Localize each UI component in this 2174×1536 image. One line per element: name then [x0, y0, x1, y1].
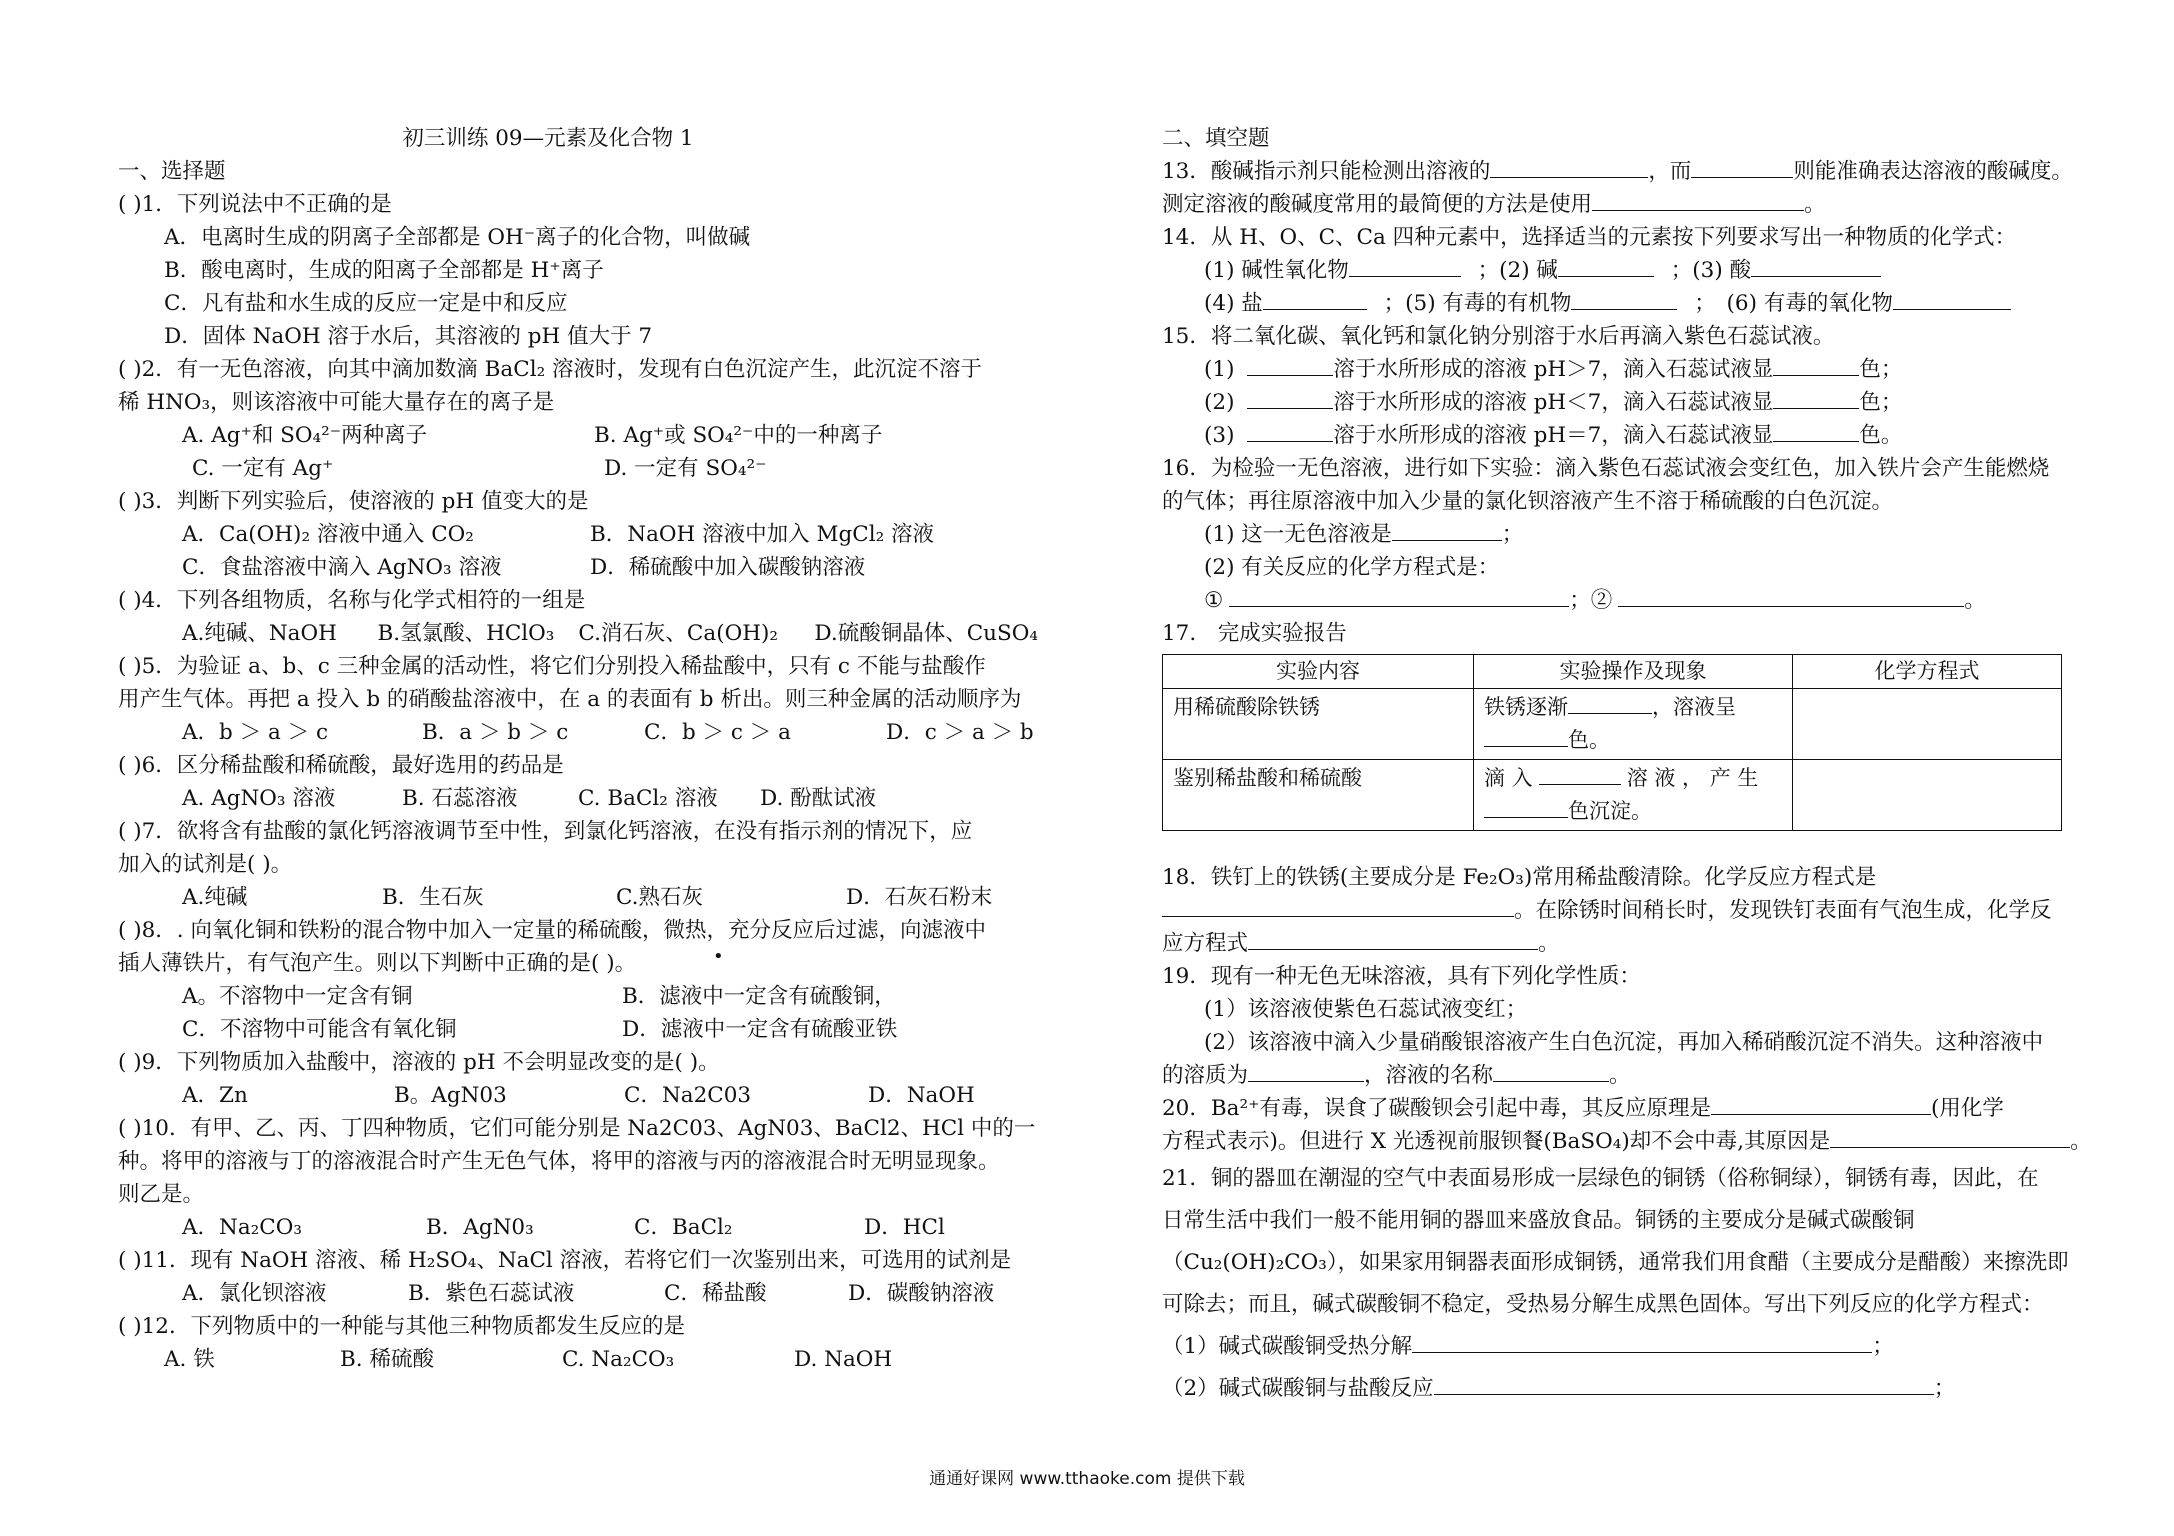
q15-blank[interactable] [1247, 386, 1333, 409]
q8-stem-cont: 插人薄铁片，有气泡产生。则以下判断中正确的是( )。 [118, 951, 637, 976]
q14-row2 [1162, 287, 2072, 320]
q9-option-c: C．Na2C03 [624, 1083, 752, 1108]
q7-option-b: B．生石灰 [382, 885, 484, 910]
q9-option-d: D．NaOH [868, 1083, 975, 1108]
q21-line2: 日常生活中我们一般不能用铜的器皿来盛放食品。铜锈的主要成分是碱式碳酸铜 [1162, 1208, 1915, 1233]
q6-options [118, 782, 1038, 815]
page-title: 初三训练 09—元素及化合物 1 [402, 126, 694, 151]
q4-option-d: D.硫酸铜晶体、CuSO₄ [814, 621, 1038, 646]
q19-sub3 [1162, 1059, 2072, 1092]
q7-option-a: A.纯碱 [182, 885, 248, 910]
q2-options-row2 [118, 452, 1038, 485]
q19-text: ，溶液的名称 [1364, 1063, 1494, 1088]
q3-stem: ( )3．判断下列实验后，使溶液的 pH 值变大的是 [118, 489, 589, 514]
q20-line1 [1162, 1092, 2072, 1125]
q16-text: ； [1501, 522, 1524, 547]
q10-option-d: D．HCl [864, 1215, 945, 1240]
table-header-cell: 实验操作及现象 [1474, 655, 1793, 689]
q18-blank-2[interactable] [1248, 927, 1538, 950]
q10-option-c: C．BaCl₂ [634, 1215, 733, 1240]
q21-blank-1[interactable] [1412, 1330, 1872, 1353]
q7-option-c: C.熟石灰 [616, 885, 704, 910]
q16-blank-1[interactable] [1392, 518, 1502, 541]
q15-text: 溶于水所形成的溶液 pH＝7，滴入石蕊试液显 [1333, 423, 1774, 448]
q2-stem-cont: 稀 HNO₃，则该溶液中可能大量存在的离子是 [118, 390, 555, 415]
q10-option-a: A．Na₂CO₃ [182, 1215, 302, 1240]
q13-line2 [1162, 188, 2072, 221]
q7-option-d: D．石灰石粉末 [846, 885, 993, 910]
table-cell-equation[interactable] [1793, 760, 2062, 831]
q16-stem-cont: 的气体；再往原溶液中加入少量的氯化钡溶液产生不溶于稀硫酸的白色沉淀。 [1162, 489, 1894, 514]
q4-option-b: B.氢氯酸、HClO₃ [377, 621, 555, 646]
footer-source: 通通好课网 www.tthaoke.com 提供下载 [929, 1469, 1245, 1489]
q6-option-a: A. AgNO₃ 溶液 [182, 786, 336, 811]
q19-sub2: (2）该溶液中滴入少量硝酸银溶液产生白色沉淀，再加入稀硝酸沉淀不消失。这种溶液中 [1204, 1030, 2044, 1055]
q2-options-row1 [118, 419, 1038, 452]
q21-sub1 [1162, 1326, 2072, 1368]
table-cell-text: 色沉淀。 [1568, 799, 1652, 823]
q2-stem: ( )2．有一无色溶液，向其中滴加数滴 BaCl₂ 溶液时，发现有白色沉淀产生，此沉淀不溶于 [118, 357, 983, 382]
q14-item-6: ； (6) 有毒的氧化物 [1694, 291, 1893, 316]
q19-text: 的溶质为 [1162, 1063, 1249, 1088]
q21-line1: 21．铜的器皿在潮湿的空气中表面易形成一层绿色的铜锈（俗称铜绿），铜锈有毒，因此，在 [1162, 1166, 2039, 1191]
q4-options [118, 617, 1038, 650]
q16-text: ① [1204, 588, 1224, 613]
q15-label: (1) [1204, 357, 1235, 382]
q6-stem: ( )6．区分稀盐酸和稀硫酸，最好选用的药品是 [118, 753, 564, 778]
q21-text: ； [1933, 1376, 1956, 1401]
q21-text: （2）碱式碳酸铜与盐酸反应 [1162, 1376, 1434, 1401]
q19-sub1: (1）该溶液使紫色石蕊试液变红； [1204, 997, 1528, 1022]
q1-option-c: C．凡有盐和水生成的反应一定是中和反应 [164, 291, 568, 316]
q15-blank[interactable] [1773, 386, 1859, 409]
q8-option-a: A。不溶物中一定含有铜 [182, 984, 413, 1009]
q18-line2 [1162, 894, 2072, 927]
q21-text: ； [1872, 1334, 1894, 1359]
q15-label: (2) [1204, 390, 1235, 415]
q15-text: 色。 [1859, 423, 1903, 448]
q15-text: 溶于水所形成的溶液 pH＜7，滴入石蕊试液显 [1333, 390, 1774, 415]
table-row [1163, 760, 2062, 831]
table-cell-text: 溶 液 ， 产 生 [1626, 766, 1759, 790]
q12-option-a: A. 铁 [164, 1347, 215, 1372]
q4-option-a: A.纯碱、NaOH [182, 621, 337, 646]
q10-stem-cont: 种。将甲的溶液与丁的溶液混合时产生无色气体，将甲的溶液与丙的溶液混合时无明显现象。 [118, 1149, 1000, 1174]
q13-text: 测定溶液的酸碱度常用的最简便的方法是使用 [1162, 192, 1593, 217]
q14-blank-5[interactable] [1571, 287, 1677, 310]
table-blank[interactable] [1568, 691, 1652, 714]
table-blank[interactable] [1539, 762, 1621, 785]
q1-stem: ( )1．下列说法中不正确的是 [118, 192, 392, 217]
q17-stem: 17. 完成实验报告 [1162, 621, 1347, 646]
q15-blank[interactable] [1247, 353, 1333, 376]
table-cell-text: ，溶液呈 [1652, 695, 1736, 719]
q16-blank-eq2[interactable] [1618, 584, 1964, 607]
q18-text: 。在除锈时间稍长时，发现铁钉表面有气泡生成，化学反 [1514, 898, 2052, 923]
q8-option-c: C．不溶物中可能含有氧化铜 [182, 1017, 457, 1042]
q21-line4: 可除去；而且，碱式碳酸铜不稳定，受热易分解生成黑色固体。写出下列反应的化学方程式： [1162, 1292, 2044, 1317]
q14-blank-3[interactable] [1751, 254, 1881, 277]
q2-option-a: A. Ag⁺和 SO₄²⁻两种离子 [182, 423, 428, 448]
q8-option-b: B．滤液中一定含有硫酸铜， [622, 984, 896, 1009]
q18-line1: 18．铁钉上的铁锈(主要成分是 Fe₂O₃)常用稀盐酸清除。化学反应方程式是 [1162, 865, 1877, 890]
q2-option-d: D. 一定有 SO₄²⁻ [604, 456, 767, 481]
q16-sub1 [1162, 518, 2072, 551]
q13-blank-2[interactable] [1691, 155, 1793, 178]
q19-blank-2[interactable] [1493, 1059, 1609, 1082]
q20-text: 20．Ba²⁺有毒，误食了碳酸钡会引起中毒，其反应原理是 [1162, 1096, 1711, 1121]
q5-option-d: D．c ＞ a ＞ b [886, 720, 1034, 745]
q16-equations [1162, 584, 2072, 617]
q15-text: 色； [1859, 357, 1903, 382]
q15-row1 [1162, 353, 2072, 386]
q5-options [118, 716, 1038, 749]
q15-blank[interactable] [1773, 353, 1859, 376]
q18-blank-1[interactable] [1162, 894, 1514, 917]
q5-option-b: B．a ＞ b ＞ c [422, 720, 569, 745]
q14-item-2: ；(2) 碱 [1477, 258, 1558, 283]
table-cell-equation[interactable] [1793, 689, 2062, 760]
q21-blank-2[interactable] [1434, 1372, 1934, 1395]
q7-stem: ( )7．欲将含有盐酸的氯化钙溶液调节至中性，到氯化钙溶液，在没有指示剂的情况下，应 [118, 819, 973, 844]
q19-text: 。 [1609, 1063, 1631, 1088]
table-cell [1474, 760, 1793, 831]
q8-options-row1 [118, 980, 1038, 1013]
q9-option-b: B。AgN03 [394, 1083, 507, 1108]
q14-blank-6[interactable] [1893, 287, 2011, 310]
q4-option-c: C.消石灰、Ca(OH)₂ [578, 621, 778, 646]
q6-option-c: C. BaCl₂ 溶液 [578, 786, 718, 811]
q10-options [118, 1211, 1038, 1244]
q11-option-c: C．稀盐酸 [664, 1281, 767, 1306]
q1-option-a: A．电离时生成的阴离子全部都是 OH⁻离子的化合物，叫做碱 [164, 225, 751, 250]
q10-stem: ( )10．有甲、乙、丙、丁四种物质，它们可能分别是 Na2C03、AgN03、BaCl2、HCl 中的一 [118, 1116, 1036, 1141]
q15-text: 溶于水所形成的溶液 pH＞7，滴入石蕊试液显 [1333, 357, 1774, 382]
table-cell: 用稀硫酸除铁锈 [1163, 689, 1474, 760]
table-blank[interactable] [1484, 724, 1568, 747]
experiment-report-table [1162, 654, 2062, 831]
q14-item-3: ；(3) 酸 [1670, 258, 1752, 283]
q2-option-b: B. Ag⁺或 SO₄²⁻中的一种离子 [594, 423, 883, 448]
table-cell-text: 色。 [1568, 728, 1610, 752]
q12-option-c: C. Na₂CO₃ [562, 1347, 675, 1372]
q13-text: 则能准确表达溶液的酸碱度。 [1793, 159, 2073, 184]
q3-option-d: D．稀硫酸中加入碳酸钠溶液 [590, 555, 866, 580]
q11-option-a: A．氯化钡溶液 [182, 1281, 327, 1306]
q13-blank-1[interactable] [1490, 155, 1648, 178]
q20-text: 方程式表示)。但进行 X 光透视前服钡餐(BaSO₄)却不会中毒,其原因是 [1162, 1129, 1831, 1154]
q10-stem-end: 则乙是。 [118, 1182, 205, 1207]
q18-text: 应方程式 [1162, 931, 1249, 956]
q20-text: 。 [2070, 1129, 2092, 1154]
left-column [118, 122, 1038, 1376]
q14-item-5: ；(5) 有毒的有机物 [1383, 291, 1572, 316]
table-header-cell: 实验内容 [1163, 655, 1474, 689]
q3-option-a: A．Ca(OH)₂ 溶液中通入 CO₂ [182, 522, 474, 547]
q5-option-c: C．b ＞ c ＞ a [644, 720, 791, 745]
q3-option-b: B．NaOH 溶液中加入 MgCl₂ 溶液 [590, 522, 935, 547]
q13-text: 13．酸碱指示剂只能检测出溶液的 [1162, 159, 1491, 184]
q3-options-row1 [118, 518, 1038, 551]
q20-line2 [1162, 1125, 2092, 1158]
q15-blank[interactable] [1247, 419, 1333, 442]
q12-option-b: B. 稀硫酸 [340, 1347, 434, 1372]
q16-text: (1) 这一无色溶液是 [1204, 522, 1392, 547]
q15-row2 [1162, 386, 2072, 419]
q5-stem: ( )5．为验证 a、b、c 三种金属的活动性，将它们分别投入稀盐酸中，只有 c 不能与盐酸作 [118, 654, 986, 679]
q1-option-b: B．酸电离时，生成的阳离子全部都是 H⁺离子 [164, 258, 604, 283]
q12-options [118, 1343, 1038, 1376]
q9-option-a: A．Zn [182, 1083, 248, 1108]
q13-line1 [1162, 155, 2072, 188]
q19-blank-1[interactable] [1248, 1059, 1364, 1082]
q11-option-b: B．紫色石蕊试液 [408, 1281, 575, 1306]
q14-blank-4[interactable] [1263, 287, 1367, 310]
q15-label: (3) [1204, 423, 1235, 448]
q8-options-row2 [118, 1013, 1038, 1046]
q3-options-row2 [118, 551, 1038, 584]
q5-stem-cont: 用产生气体。再把 a 投入 b 的硝酸盐溶液中，在 a 的表面有 b 析出。则三种金属的活动顺序为 [118, 687, 1022, 712]
table-cell: 鉴别稀盐酸和稀硫酸 [1163, 760, 1474, 831]
q13-text: ，而 [1648, 159, 1692, 184]
q4-stem: ( )4．下列各组物质，名称与化学式相符的一组是 [118, 588, 586, 613]
q5-option-a: A．b ＞ a ＞ c [182, 720, 328, 745]
q20-blank-2[interactable] [1830, 1125, 2070, 1148]
q16-sub2: (2) 有关反应的化学方程式是： [1204, 555, 1500, 580]
q10-option-b: B．AgN0₃ [426, 1215, 534, 1240]
q15-text: 色； [1859, 390, 1903, 415]
q16-blank-eq1[interactable] [1229, 584, 1569, 607]
q14-item-4: (4) 盐 [1204, 291, 1263, 316]
q14-row1 [1162, 254, 2072, 287]
q8-option-d: D．滤液中一定含有硫酸亚铁 [622, 1017, 898, 1042]
table-cell-text: 铁锈逐渐 [1484, 695, 1568, 719]
q2-option-c: C. 一定有 Ag⁺ [192, 456, 334, 481]
table-header-row [1163, 655, 2062, 689]
q9-options [118, 1079, 1038, 1112]
table-cell-text: 滴 入 [1484, 766, 1533, 790]
q11-options [118, 1277, 1038, 1310]
q14-blank-1[interactable] [1349, 254, 1461, 277]
table-header-cell: 化学方程式 [1793, 655, 2062, 689]
q11-stem: ( )11．现有 NaOH 溶液、稀 H₂SO₄、NaCl 溶液，若将它们一次鉴别出来，可选用的试剂是 [118, 1248, 1012, 1273]
q15-row3 [1162, 419, 2072, 452]
q14-stem: 14．从 H、O、C、Ca 四种元素中，选择适当的元素按下列要求写出一种物质的化学式： [1162, 225, 2017, 250]
q16-stem: 16．为检验一无色溶液，进行如下实验：滴入紫色石蕊试液会变红色，加入铁片会产生能燃烧 [1162, 456, 2050, 481]
table-blank[interactable] [1484, 795, 1568, 818]
q15-stem: 15．将二氧化碳、氧化钙和氯化钠分别溶于水后再滴入紫色石蕊试液。 [1162, 324, 1835, 349]
q20-text: (用化学 [1930, 1096, 2004, 1121]
q21-text: （1）碱式碳酸铜受热分解 [1162, 1334, 1413, 1359]
q13-blank-3[interactable] [1592, 188, 1804, 211]
q3-option-c: C．食盐溶液中滴入 AgNO₃ 溶液 [182, 555, 502, 580]
q15-blank[interactable] [1773, 419, 1859, 442]
q12-stem: ( )12．下列物质中的一种能与其他三种物质都发生反应的是 [118, 1314, 685, 1339]
table-cell [1474, 689, 1793, 760]
q14-blank-2[interactable] [1558, 254, 1654, 277]
q21-line3: （Cu₂(OH)₂CO₃），如果家用铜器表面形成铜锈，通常我们用食醋（主要成分是醋酸）来擦洗即 [1162, 1250, 2069, 1275]
q19-stem: 19．现有一种无色无味溶液，具有下列化学性质： [1162, 964, 1641, 989]
q11-option-d: D．碳酸钠溶液 [848, 1281, 995, 1306]
q14-item-1: (1) 碱性氧化物 [1204, 258, 1349, 283]
q21-sub2 [1162, 1368, 2072, 1410]
q6-option-d: D. 酚酞试液 [760, 786, 877, 811]
q1-option-d: D．固体 NaOH 溶于水后，其溶液的 pH 值大于 7 [164, 324, 653, 349]
q16-text: ；② [1569, 588, 1613, 613]
q6-option-b: B. 石蕊溶液 [402, 786, 518, 811]
stray-mark: • [713, 946, 724, 967]
right-column [1162, 122, 2092, 1410]
q20-blank-1[interactable] [1711, 1092, 1931, 1115]
q7-stem-cont: 加入的试剂是( )。 [118, 852, 293, 877]
table-row [1163, 689, 2062, 760]
q7-options [118, 881, 1038, 914]
q8-stem: ( )8．. 向氧化铜和铁粉的混合物中加入一定量的稀硫酸，微热，充分反应后过滤，向滤液中 [118, 918, 986, 943]
section-heading-choice: 一、选择题 [118, 159, 226, 184]
q18-line3 [1162, 927, 2072, 960]
q16-text: 。 [1964, 588, 1986, 613]
q12-option-d: D. NaOH [794, 1347, 893, 1372]
q18-text: 。 [1538, 931, 1560, 956]
q9-stem: ( )9．下列物质加入盐酸中，溶液的 pH 不会明显改变的是( )。 [118, 1050, 720, 1075]
q13-text: 。 [1804, 192, 1826, 217]
section-heading-fill: 二、填空题 [1162, 126, 1270, 151]
